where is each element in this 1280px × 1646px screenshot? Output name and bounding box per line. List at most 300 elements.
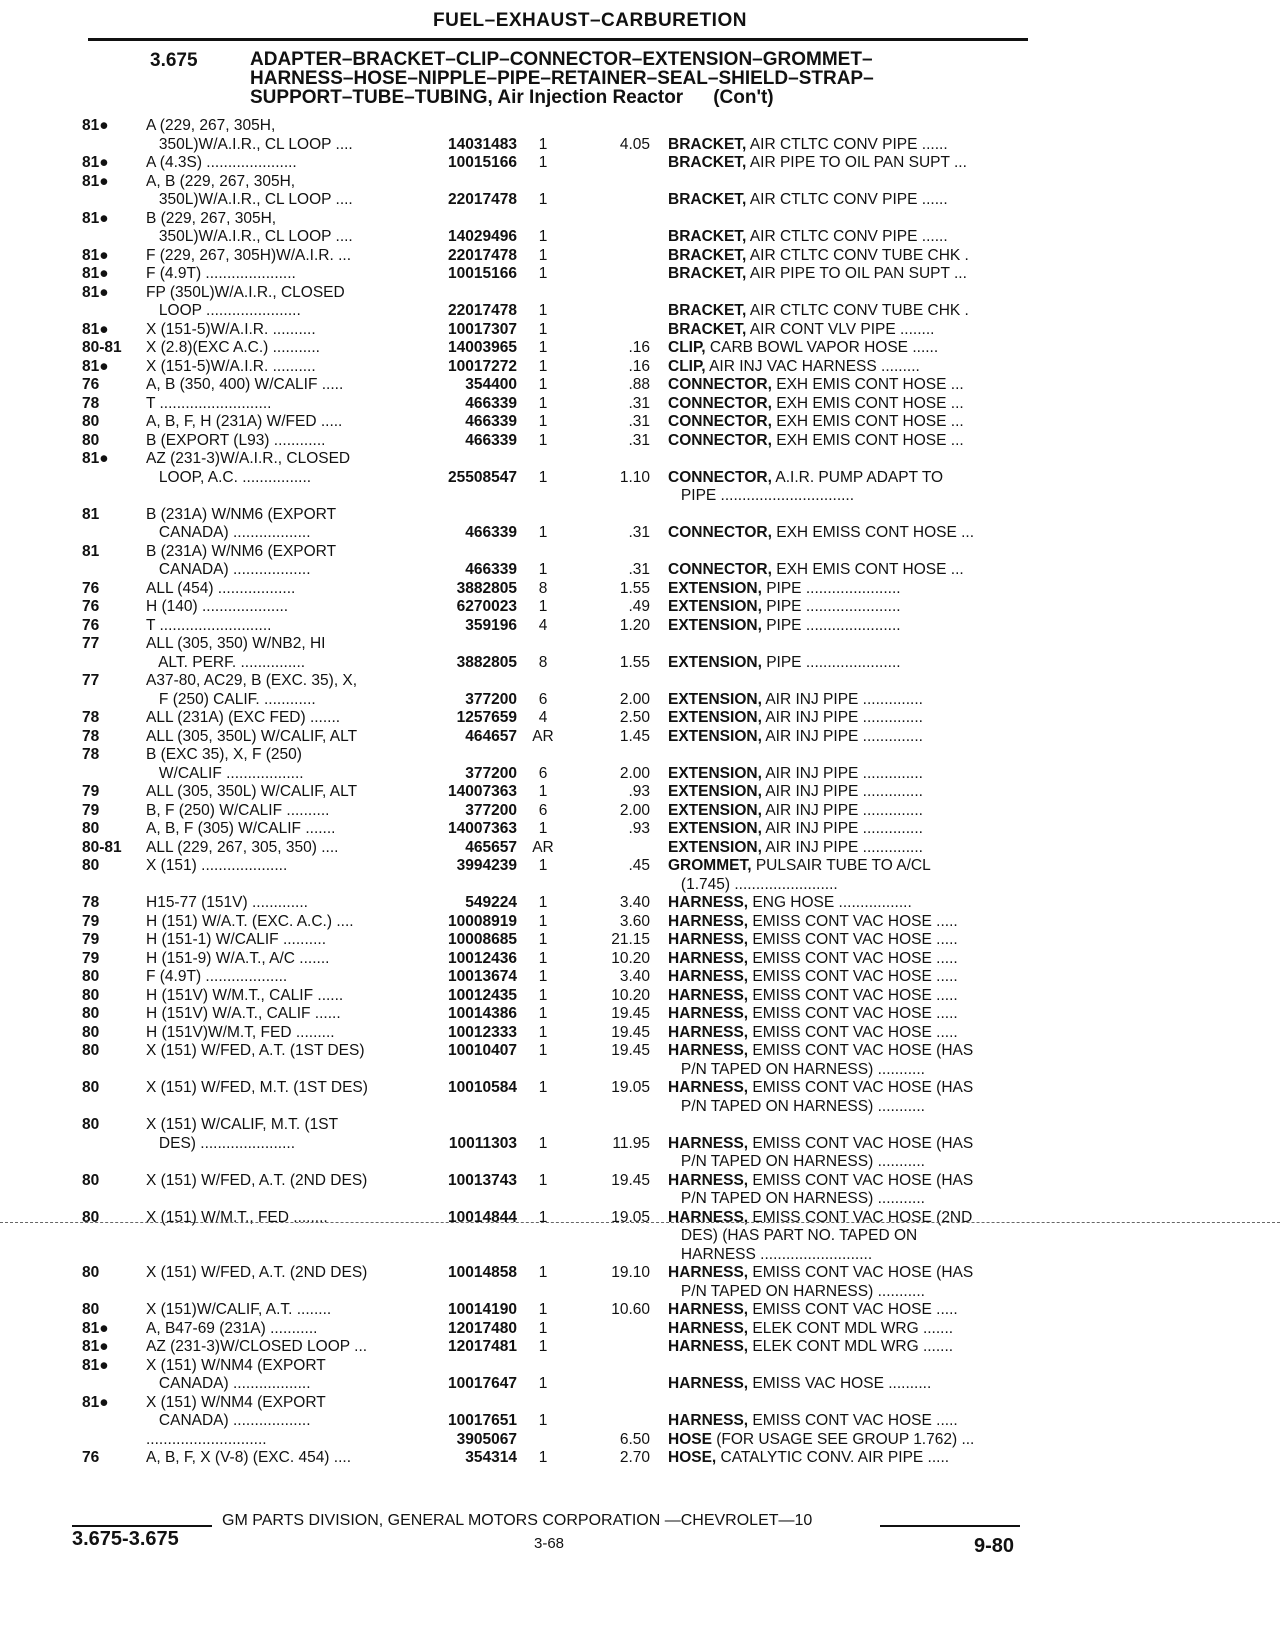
table-row [0,1098,1280,1117]
row-year: 80 [82,1079,100,1096]
row-quantity: 1 [538,394,548,412]
row-application: X (151)W/CALIF, A.T. ........ [146,1301,332,1318]
row-year: 81● [82,357,109,375]
table-row [0,1061,1280,1080]
row-description-name: GROMMET, [668,857,752,874]
row-part-number: 10012435 [448,986,517,1004]
row-application: T .......................... [146,394,272,412]
row-description-detail: EMISS CONT VAC HOSE ..... [748,931,958,948]
table-row [0,1394,1280,1413]
row-price: 19.05 [611,1208,650,1226]
row-year: 80 [82,820,100,837]
row-price: 1.55 [619,653,650,671]
row-description [668,469,1038,488]
row-application: A, B, F, X (V-8) (EXC. 454) .... [146,1449,352,1466]
table-row [0,876,1280,895]
table-row [0,1172,1280,1191]
row-application: ALL (305, 350L) W/CALIF, ALT [146,783,358,800]
row-description [668,524,1038,543]
row-description-detail: AIR INJ PIPE .............. [761,838,923,856]
table-row [0,302,1280,321]
row-price: 2.00 [619,801,650,819]
page-title: FUEL–EXHAUST–CARBURETION [433,10,747,31]
row-description [668,376,1038,395]
table-row [0,1079,1280,1098]
row-part-number: 14029496 [448,228,517,245]
row-year: 78 [82,709,100,726]
row-year: 80 [82,413,100,430]
row-application: ALL (231A) (EXC FED) ....... [146,709,341,726]
row-description [668,1153,1038,1172]
table-row [0,765,1280,784]
row-quantity: 1 [538,1319,548,1337]
table-row [0,487,1280,506]
table-row [0,1135,1280,1154]
row-price: .31 [628,394,650,412]
row-description [668,1246,1038,1265]
row-description-detail: EXH EMIS CONT HOSE ... [771,394,964,412]
row-year: 76 [82,1449,100,1466]
row-description-detail: AIR CTLTC CONV TUBE CHK . [746,246,969,264]
table-row [0,728,1280,747]
row-description-detail: EMISS CONT VAC HOSE ..... [748,912,958,930]
row-application: F (229, 267, 305H)W/A.I.R. ... [146,246,352,264]
row-description-detail: P/N TAPED ON HARNESS) ........... [668,1190,925,1207]
row-description [668,432,1038,451]
row-quantity: 1 [538,1023,548,1041]
row-description-detail: HARNESS .......................... [668,1245,873,1263]
row-description-detail: EXH EMISS CONT HOSE ... [771,524,975,541]
table-row [0,1209,1280,1228]
row-part-number: 10014190 [448,1301,517,1318]
table-row [0,1375,1280,1394]
row-quantity: 1 [538,154,548,171]
row-quantity: 1 [538,1412,548,1429]
row-price: 10.20 [611,986,650,1004]
row-description-name: HARNESS, [668,1264,749,1281]
table-row [0,561,1280,580]
row-quantity: 1 [538,413,548,430]
row-application: B (231A) W/NM6 (EXPORT [146,542,337,560]
row-quantity: 1 [538,1338,548,1355]
row-part-number: 466339 [465,431,517,449]
row-price: 19.10 [611,1264,650,1281]
footer-rule-right [880,1525,1020,1527]
table-row [0,709,1280,728]
row-price: .16 [628,357,650,375]
row-application: X (151) W/NM4 (EXPORT [146,1393,326,1411]
row-description-name: CONNECTOR, [668,394,772,412]
row-price: 1.20 [619,616,650,634]
table-row [0,1024,1280,1043]
row-year: 76 [82,616,100,634]
row-quantity: 1 [538,894,548,911]
row-application: W/CALIF .................. [146,764,304,782]
row-year: 81 [82,505,100,523]
table-row [0,136,1280,155]
row-description [668,1042,1038,1061]
row-description-name: HARNESS, [668,1005,749,1022]
table-row [0,1246,1280,1265]
row-description-detail: EMISS CONT VAC HOSE ..... [748,1301,958,1318]
row-description-name: BRACKET, [668,246,747,264]
row-quantity: 8 [538,579,548,597]
row-description [668,1098,1038,1117]
row-year: 81● [82,154,109,171]
row-application: CANADA) .................. [146,561,311,578]
row-year: 80 [82,1264,100,1281]
row-year: 79 [82,912,100,930]
row-description-detail: (FOR USAGE SEE GROUP 1.762) ... [711,1430,975,1448]
row-description [668,1375,1038,1394]
table-row [0,783,1280,802]
row-part-number: 10013743 [448,1171,517,1189]
row-year: 81● [82,246,109,264]
row-description [668,228,1038,247]
table-row [0,228,1280,247]
row-year: 79 [82,949,100,967]
row-year: 78 [82,394,100,412]
row-description-detail: EXH EMIS CONT HOSE ... [771,561,964,578]
row-description [668,1431,1038,1450]
row-price: 6.50 [619,1430,650,1448]
row-price: 21.15 [611,931,650,948]
row-description-detail: AIR INJ PIPE .............. [761,783,923,800]
row-price: 10.60 [611,1301,650,1318]
row-part-number: 10014386 [448,1005,517,1022]
row-description-name: CONNECTOR, [668,413,772,430]
row-quantity: 4 [538,616,548,634]
row-description-detail: AIR PIPE TO OIL PAN SUPT ... [746,265,967,282]
table-row [0,432,1280,451]
row-application: 350L)W/A.I.R., CL LOOP .... [146,191,353,208]
row-quantity: 8 [538,653,548,671]
row-application: ALL (229, 267, 305, 350) .... [146,838,339,856]
row-part-number: 25508547 [448,468,517,486]
row-part-number: 12017481 [448,1338,517,1355]
row-application: F (250) CALIF. ............ [146,690,316,708]
table-row [0,191,1280,210]
row-description [668,321,1038,340]
row-description [668,617,1038,636]
row-part-number: 3882805 [456,579,517,597]
row-description [668,709,1038,728]
row-description-name: HOSE, [668,1449,717,1466]
fold-line [0,1222,1280,1223]
row-description-detail: CATALYTIC CONV. AIR PIPE ..... [716,1449,950,1466]
row-price: .45 [628,857,650,874]
row-application: X (151-5)W/A.I.R. .......... [146,320,316,338]
row-part-number: 10010407 [448,1042,517,1059]
row-quantity: 1 [538,968,548,985]
row-year: 80 [82,857,100,874]
table-row [0,321,1280,340]
footer-section-range: 3.675-3.675 [72,1528,179,1550]
row-application: X (151) W/FED, A.T. (1ST DES) [146,1042,365,1059]
footer-date: 9-80 [974,1535,1015,1557]
row-quantity: 1 [538,320,548,338]
row-part-number: 10013674 [448,968,517,985]
row-description-name: EXTENSION, [668,820,762,837]
row-description-name: EXTENSION, [668,579,762,597]
row-description [668,654,1038,673]
row-description [668,857,1038,876]
section-title-cont: (Con't) [713,87,774,108]
table-row [0,1153,1280,1172]
row-description-detail: EMISS CONT VAC HOSE ..... [748,949,958,967]
row-application: DES) ...................... [146,1134,295,1152]
row-year: 81● [82,1319,109,1337]
section-title-line-1: ADAPTER–BRACKET–CLIP–CONNECTOR–EXTENSION–GROMMET– [250,49,873,70]
row-part-number: 466339 [465,524,517,541]
row-price: 1.45 [619,727,650,745]
table-row [0,857,1280,876]
row-description-name: HARNESS, [668,912,749,930]
row-application: F (4.9T) ..................... [146,265,296,282]
table-row [0,894,1280,913]
row-description-name: HARNESS, [668,1375,749,1392]
row-application: A, B47-69 (231A) ........... [146,1319,318,1337]
table-row [0,1431,1280,1450]
row-part-number: 359196 [465,616,517,634]
row-application: X (151) .................... [146,857,288,874]
row-part-number: 14003965 [448,339,517,356]
row-description-name: EXTENSION, [668,838,762,856]
row-application: X (151) W/FED, A.T. (2ND DES) [146,1264,368,1281]
row-description-name: CLIP, [668,357,706,375]
row-application: ALL (305, 350) W/NB2, HI [146,635,326,652]
row-part-number: 10010584 [448,1079,517,1096]
row-price: .31 [628,561,650,578]
row-description [668,1412,1038,1431]
row-description [668,395,1038,414]
row-year: 78 [82,727,100,745]
row-description-detail: P/N TAPED ON HARNESS) ........... [668,1282,925,1300]
table-row [0,469,1280,488]
row-year: 80 [82,1208,100,1226]
row-quantity: 1 [538,1449,548,1466]
table-row [0,746,1280,765]
row-quantity: 6 [538,764,548,782]
row-price: 19.05 [611,1079,650,1096]
row-description [668,839,1038,858]
row-description-name: BRACKET, [668,302,747,319]
row-description-name: HARNESS, [668,1208,749,1226]
row-application: X (151) W/NM4 (EXPORT [146,1356,326,1374]
row-description-detail: PIPE ...................... [761,579,901,597]
table-row [0,1320,1280,1339]
table-row [0,598,1280,617]
table-row [0,524,1280,543]
row-year: 81● [82,320,109,338]
row-description-name: EXTENSION, [668,764,762,782]
row-quantity: 1 [538,986,548,1004]
row-description-detail: AIR INJ PIPE .............. [761,801,923,819]
row-description-detail: EMISS CONT VAC HOSE ..... [748,1412,958,1429]
row-price: .93 [628,820,650,837]
row-part-number: 466339 [465,394,517,412]
row-part-number: 377200 [465,690,517,708]
row-price: 19.45 [611,1005,650,1022]
row-description-name: EXTENSION, [668,616,762,634]
row-year: 80 [82,1171,100,1189]
row-year: 81● [82,117,109,134]
row-description-name: EXTENSION, [668,690,762,708]
row-description-detail: ELEK CONT MDL WRG ....... [748,1338,954,1355]
row-application: CANADA) .................. [146,1412,311,1429]
row-application: A, B (229, 267, 305H, [146,172,296,190]
row-quantity: 6 [538,690,548,708]
row-year: 77 [82,672,100,689]
row-application: B (EXC 35), X, F (250) [146,746,302,763]
table-row [0,1338,1280,1357]
table-row [0,1449,1280,1468]
row-year: 80 [82,1023,100,1041]
row-description-detail: DES) (HAS PART NO. TAPED ON [668,1227,918,1244]
row-description-detail: EMISS VAC HOSE .......... [748,1375,932,1392]
row-application: A, B, F, H (231A) W/FED ..... [146,413,343,430]
row-description [668,154,1038,173]
row-application: A37-80, AC29, B (EXC. 35), X, [146,672,358,689]
row-application: 350L)W/A.I.R., CL LOOP .... [146,228,353,245]
section-number: 3.675 [150,50,198,71]
table-row [0,1301,1280,1320]
row-description-detail: ENG HOSE ................. [748,894,912,911]
table-row [0,450,1280,469]
row-price: 3.40 [619,894,650,911]
row-part-number: 464657 [465,727,517,745]
row-description-name: HARNESS, [668,1079,749,1096]
row-description-name: HARNESS, [668,1042,749,1059]
table-row [0,580,1280,599]
row-description-name: BRACKET, [668,320,747,338]
row-part-number: 22017478 [448,191,517,208]
row-year: 81● [82,450,109,467]
row-price: 1.55 [619,579,650,597]
row-quantity: 1 [538,191,548,208]
row-description-detail: AIR INJ PIPE .............. [761,709,923,726]
row-description [668,1264,1038,1283]
footer-page-number: 3-68 [534,1535,565,1552]
row-price: .31 [628,524,650,541]
row-quantity: 1 [538,1079,548,1096]
row-quantity: 1 [538,1171,548,1189]
row-description-name: HARNESS, [668,986,749,1004]
row-year: 80 [82,1005,100,1022]
row-description-detail: EMISS CONT VAC HOSE (HAS [748,1079,974,1096]
row-part-number: 6270023 [456,598,517,615]
row-quantity: 1 [538,1042,548,1059]
row-quantity: 1 [538,1301,548,1318]
row-application: X (151) W/CALIF, M.T. (1ST [146,1116,339,1133]
row-year: 80-81 [82,838,122,856]
row-description-name: HARNESS, [668,1134,749,1152]
row-application: H (151) W/A.T. (EXC. A.C.) .... [146,912,354,930]
row-price: .49 [628,598,650,615]
row-year: 79 [82,931,100,948]
row-description-detail: AIR INJ PIPE .............. [761,764,923,782]
row-description [668,820,1038,839]
row-part-number: 3905067 [456,1430,517,1448]
row-price: 2.50 [619,709,650,726]
row-quantity: 1 [538,524,548,541]
row-application: FP (350L)W/A.I.R., CLOSED [146,283,345,301]
row-year: 80 [82,431,100,449]
row-part-number: 10011303 [448,1134,517,1152]
row-description [668,1061,1038,1080]
row-year: 81● [82,1356,109,1374]
row-description [668,487,1038,506]
table-row [0,691,1280,710]
table-row [0,635,1280,654]
row-part-number: 10008919 [448,912,517,930]
row-price: 19.45 [611,1023,650,1041]
row-quantity: 4 [538,709,548,726]
row-description-detail: EMISS CONT VAC HOSE ..... [748,986,958,1004]
row-application: T .......................... [146,616,272,634]
row-description [668,191,1038,210]
row-quantity: 1 [538,135,548,153]
row-price: 4.05 [619,135,650,153]
section-title-line-2: HARNESS–HOSE–NIPPLE–PIPE–RETAINER–SEAL–SHIELD–STRAP– [250,68,874,89]
row-description-detail: AIR CTLTC CONV PIPE ...... [746,135,948,153]
row-year: 80 [82,968,100,985]
row-quantity: 1 [538,949,548,967]
row-description-name: HARNESS, [668,949,749,967]
row-description-detail: AIR CTLTC CONV PIPE ...... [746,228,948,245]
parts-table [0,117,1280,1468]
row-description-detail: EXH EMIS CONT HOSE ... [771,413,964,430]
row-quantity: 1 [538,1208,548,1226]
row-description-name: CONNECTOR, [668,431,772,449]
row-year: 78 [82,746,100,763]
row-description-detail: P/N TAPED ON HARNESS) ........... [668,1097,925,1115]
row-quantity: 1 [538,376,548,393]
row-year: 76 [82,579,100,597]
row-part-number: 549224 [465,894,517,911]
row-description-detail: AIR INJ PIPE .............. [761,727,923,745]
row-part-number: 12017480 [448,1319,517,1337]
row-part-number: 14007363 [448,820,517,837]
row-description-name: BRACKET, [668,191,747,208]
table-row [0,543,1280,562]
row-year: 81● [82,283,109,301]
table-row [0,376,1280,395]
row-part-number: 10017651 [448,1412,517,1429]
row-quantity: 1 [538,912,548,930]
row-description [668,765,1038,784]
row-description-name: BRACKET, [668,265,747,282]
row-description-detail: EMISS CONT VAC HOSE ..... [748,1005,958,1022]
row-part-number: 354400 [465,376,517,393]
row-application: H (140) .................... [146,598,289,615]
row-year: 76 [82,376,100,393]
table-row [0,265,1280,284]
row-description-name: CONNECTOR, [668,468,772,486]
row-application: A (4.3S) ..................... [146,154,297,171]
row-description-detail: CARB BOWL VAPOR HOSE ...... [705,339,939,356]
row-description-detail: PIPE ............................... [668,487,855,504]
row-description-name: HARNESS, [668,894,749,911]
row-description [668,802,1038,821]
row-price: 2.00 [619,690,650,708]
row-description [668,247,1038,266]
row-description [668,1283,1038,1302]
section-title-line-3-text: SUPPORT–TUBE–TUBING, Air Injection Reactor [250,87,684,108]
row-description-name: CONNECTOR, [668,524,772,541]
row-application: F (4.9T) ................... [146,968,288,985]
row-description-detail: EMISS CONT VAC HOSE ..... [748,1023,958,1041]
